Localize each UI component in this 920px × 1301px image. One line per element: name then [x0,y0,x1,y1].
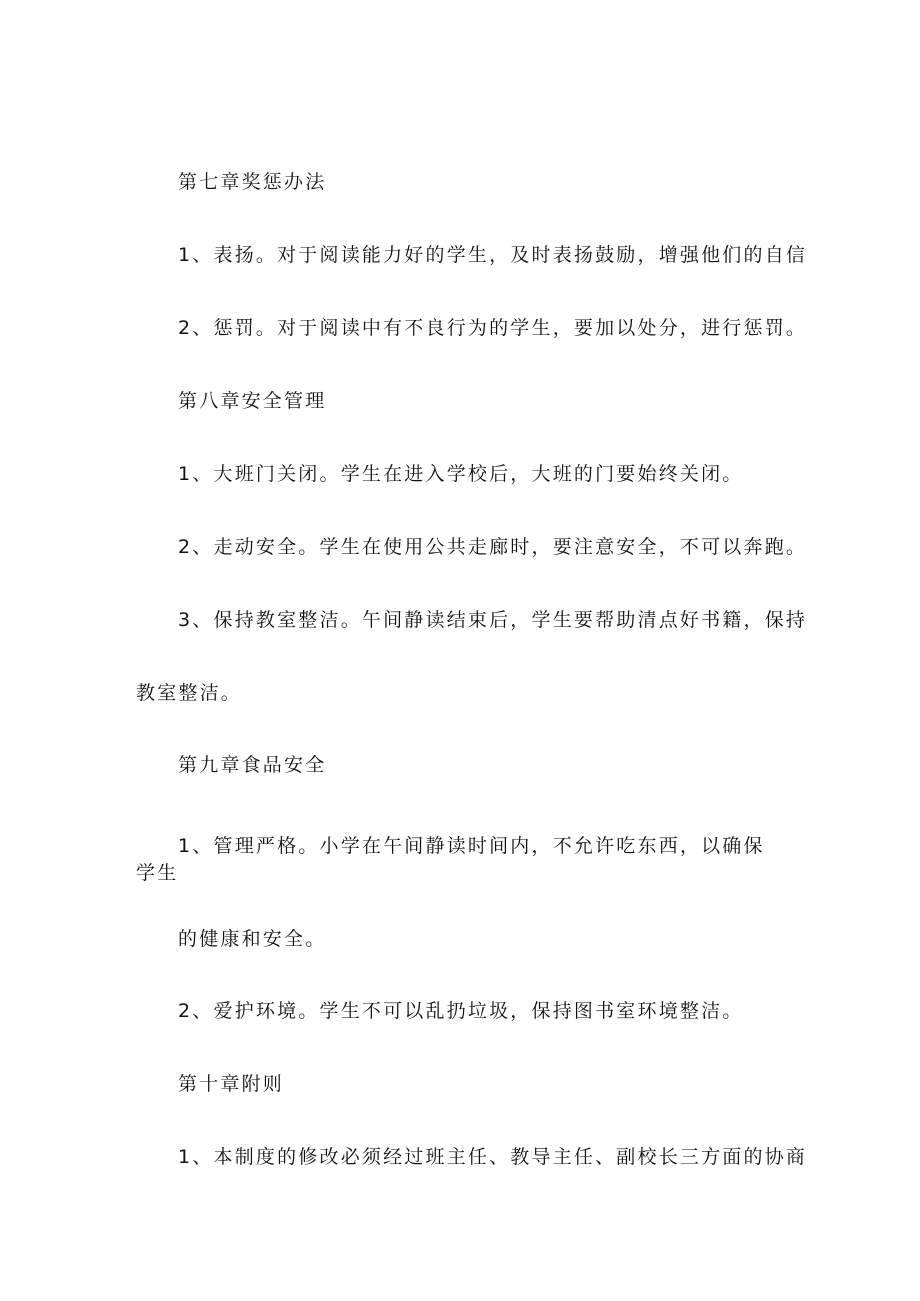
chapter-7-item-1: 1、表扬。对于阅读能力好的学生，及时表扬鼓励，增强他们的自信 [178,244,808,266]
chapter-10-item-1: 1、本制度的修改必须经过班主任、教导主任、副校长三方面的协商 [178,1146,808,1168]
chapter-9-item-1-cont-2: 的健康和安全。 [178,928,327,950]
chapter-9-title: 第九章食品安全 [178,754,327,776]
chapter-10-title: 第十章附则 [178,1073,285,1095]
chapter-8-item-2: 2、走动安全。学生在使用公共走廊时，要注意安全，不可以奔跑。 [178,536,808,558]
chapter-8-item-3: 3、保持教室整洁。午间静读结束后，学生要帮助清点好书籍，保持 [178,609,808,631]
chapter-9-item-1-cont: 学生 [136,862,179,884]
chapter-9-item-1: 1、管理严格。小学在午间静读时间内，不允许吃东西，以确保 [178,835,765,857]
chapter-7-title: 第七章奖惩办法 [178,171,327,193]
chapter-8-item-3-cont: 教室整洁。 [136,682,243,704]
chapter-8-item-1: 1、大班门关闭。学生在进入学校后，大班的门要始终关闭。 [178,463,744,485]
chapter-7-item-2: 2、惩罚。对于阅读中有不良行为的学生，要加以处分，进行惩罚。 [178,317,808,339]
chapter-8-title: 第八章安全管理 [178,390,327,412]
chapter-9-item-2: 2、爱护环境。学生不可以乱扔垃圾，保持图书室环境整洁。 [178,1000,744,1022]
